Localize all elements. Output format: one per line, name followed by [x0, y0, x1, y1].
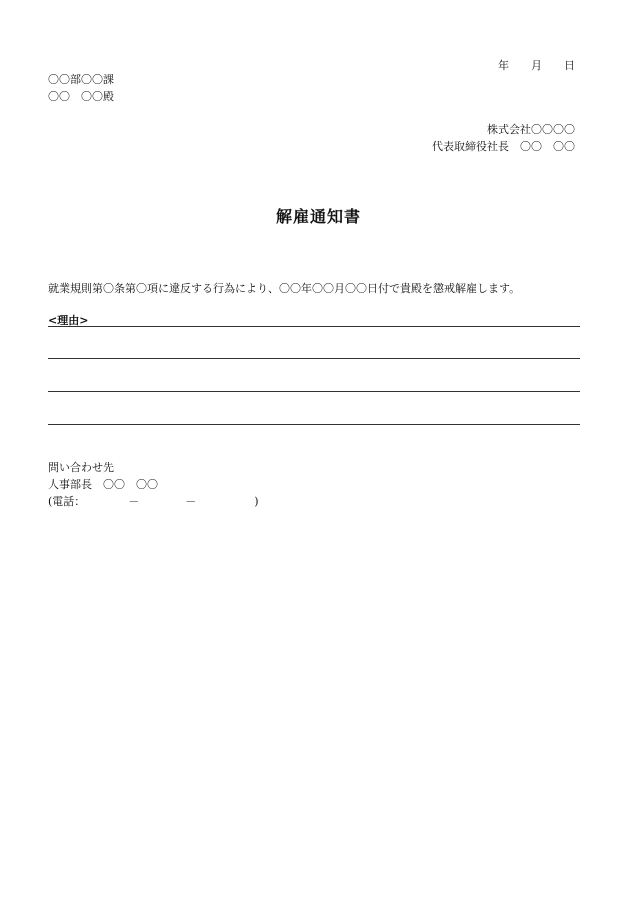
sender-representative: 代表取締役社長 〇〇 〇〇: [432, 140, 575, 153]
contact-person: 人事部長 〇〇 〇〇: [48, 478, 158, 491]
contact-heading: 問い合わせ先: [48, 461, 114, 474]
phone-dash: －: [185, 495, 197, 508]
phone-close: ): [254, 495, 259, 508]
date-line: [498, 57, 575, 73]
reason-line: [48, 358, 580, 359]
body-text: 就業規則第〇条第〇項に違反する行為により、〇〇年〇〇月〇〇日付で貴殿を懲戒解雇します。: [48, 282, 521, 295]
contact-block: [48, 459, 259, 510]
recipient-department: 〇〇部〇〇課: [48, 73, 114, 86]
recipient-block: [48, 71, 114, 105]
reason-line: [48, 424, 580, 425]
reason-line: [48, 391, 580, 392]
reason-heading: <理由>: [48, 314, 89, 327]
sender-company: 株式会社〇〇〇〇: [487, 123, 575, 136]
reason-line: [48, 326, 580, 327]
sender-block: [432, 121, 575, 155]
document-title: 解雇通知書: [275, 207, 361, 226]
contact-phone: [48, 493, 259, 510]
date-month: 月: [531, 59, 542, 72]
recipient-name: 〇〇 〇〇殿: [48, 90, 114, 103]
phone-label: (電話：: [48, 495, 86, 508]
phone-dash: －: [128, 495, 140, 508]
date-year: 年: [498, 59, 509, 72]
date-day: 日: [564, 59, 575, 72]
